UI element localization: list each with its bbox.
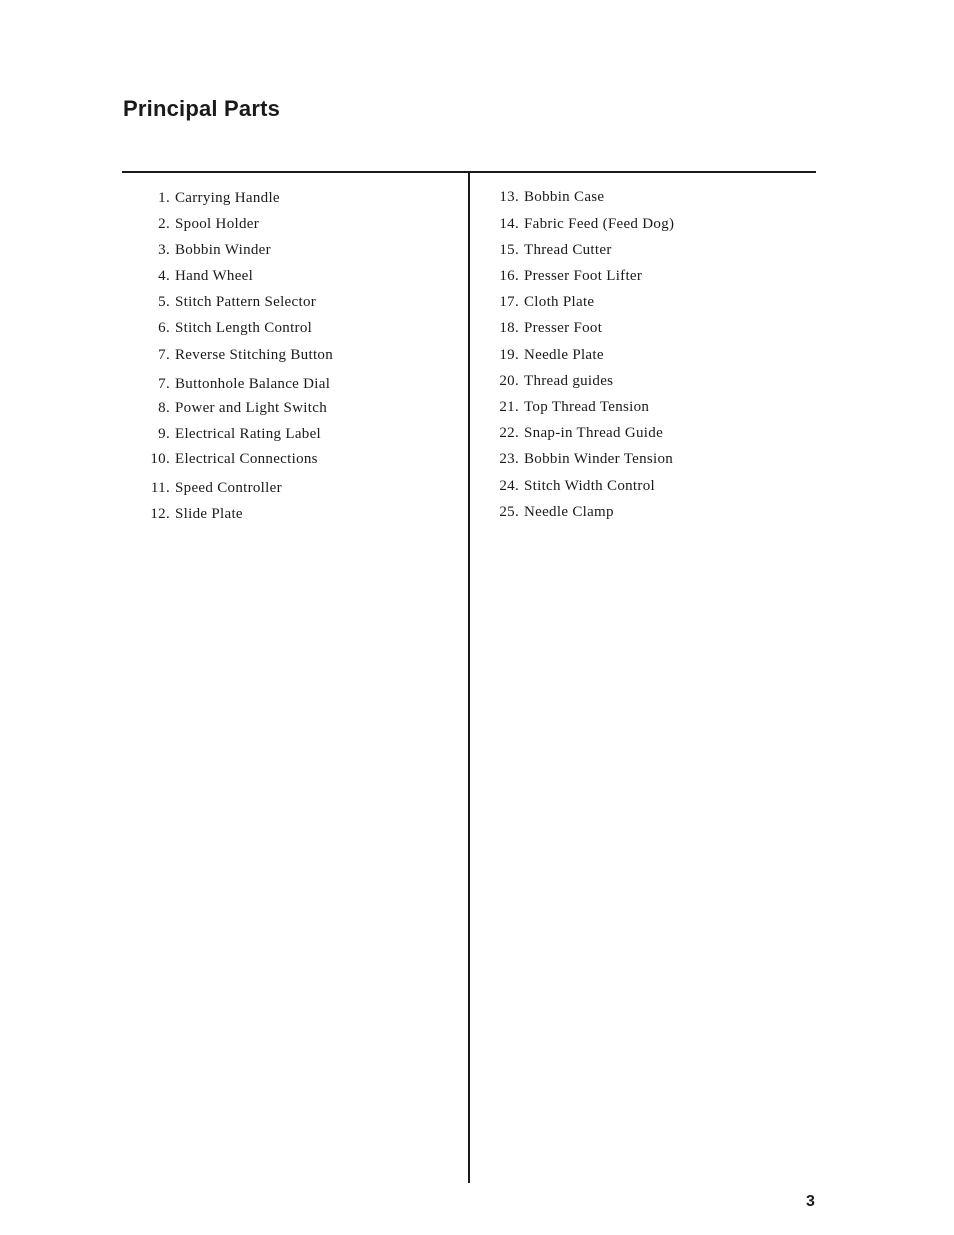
part-number: 23. (499, 451, 519, 467)
part-name: Cloth Plate (524, 294, 595, 310)
list-item (140, 267, 253, 285)
part-name: Hand Wheel (175, 268, 254, 284)
part-number: 21. (499, 399, 519, 415)
part-name: Thread guides (524, 373, 614, 389)
page-title: Principal Parts (123, 96, 281, 121)
part-name: Presser Foot Lifter (524, 268, 643, 284)
part-number: 13. (499, 189, 519, 205)
part-number: 7. (158, 347, 170, 363)
part-number: 5. (158, 294, 170, 310)
column-divider (468, 173, 470, 1183)
part-number: 24. (499, 478, 519, 494)
part-name: Electrical Rating Label (175, 426, 322, 442)
list-item (140, 479, 282, 497)
part-number: 10. (150, 451, 170, 467)
part-name: Needle Plate (524, 347, 604, 363)
list-item (492, 372, 613, 390)
part-name: Reverse Stitching Button (175, 347, 334, 363)
part-name: Electrical Connections (175, 451, 318, 467)
part-name: Bobbin Winder Tension (524, 451, 674, 467)
list-item (140, 399, 327, 417)
part-number: 8. (158, 400, 170, 416)
part-name: Stitch Length Control (175, 320, 313, 336)
part-number: 15. (499, 242, 519, 258)
list-item (140, 319, 312, 337)
part-number: 4. (158, 268, 170, 284)
page-number: 3 (806, 1193, 815, 1210)
part-name: Fabric Feed (Feed Dog) (524, 216, 675, 232)
list-item (140, 450, 318, 468)
list-item (492, 424, 663, 442)
list-item (492, 267, 642, 285)
part-number: 14. (499, 216, 519, 232)
part-name: Spool Holder (175, 216, 260, 232)
part-number: 18. (499, 320, 519, 336)
list-item (492, 215, 674, 233)
part-number: 25. (499, 504, 519, 520)
part-number: 17. (499, 294, 519, 310)
list-item (140, 293, 316, 311)
list-item (492, 477, 655, 495)
part-name: Thread Cutter (524, 242, 612, 258)
part-name: Presser Foot (524, 320, 603, 336)
part-number: 12. (150, 506, 170, 522)
part-name: Carrying Handle (175, 190, 280, 206)
list-item (492, 346, 604, 364)
list-item (492, 319, 602, 337)
part-number: 3. (158, 242, 170, 258)
list-item (492, 293, 594, 311)
part-name: Top Thread Tension (524, 399, 650, 415)
part-name: Speed Controller (175, 480, 282, 496)
list-item (492, 241, 612, 259)
list-item (492, 503, 614, 521)
part-name: Slide Plate (175, 506, 243, 522)
part-name: Stitch Pattern Selector (175, 294, 317, 310)
part-name: Stitch Width Control (524, 478, 655, 494)
list-item (492, 398, 649, 416)
part-number: 19. (499, 347, 519, 363)
part-name: Snap-in Thread Guide (524, 425, 664, 441)
part-number: 11. (150, 480, 170, 496)
list-item (140, 505, 243, 523)
list-item (140, 375, 330, 393)
part-number: 22. (499, 425, 519, 441)
part-name: Bobbin Winder (175, 242, 271, 258)
part-number: 7. (158, 376, 170, 392)
part-number: 1. (158, 190, 170, 206)
list-item (140, 215, 259, 233)
part-number: 16. (499, 268, 519, 284)
list-item (492, 450, 673, 468)
list-item (140, 346, 333, 364)
part-number: 6. (158, 320, 170, 336)
list-item (140, 241, 271, 259)
list-item (140, 189, 280, 207)
part-name: Bobbin Case (524, 189, 605, 205)
part-number: 2. (158, 216, 170, 232)
list-item (492, 188, 604, 206)
part-number: 20. (499, 373, 519, 389)
part-number: 9. (158, 426, 170, 442)
part-name: Power and Light Switch (175, 400, 328, 416)
part-name: Buttonhole Balance Dial (175, 376, 331, 392)
list-item (140, 425, 321, 443)
part-name: Needle Clamp (524, 504, 614, 520)
